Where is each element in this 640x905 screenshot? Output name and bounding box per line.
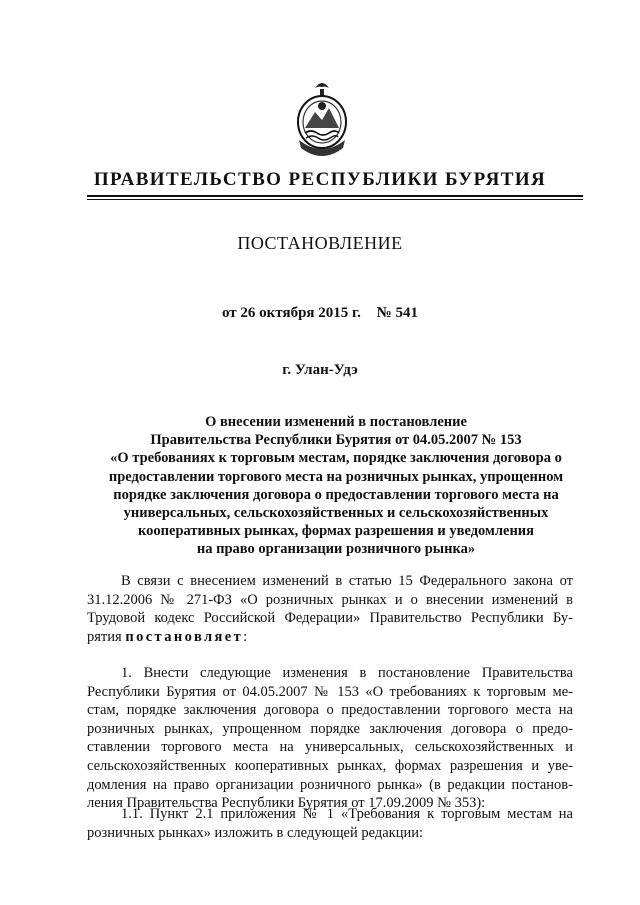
title-line: О внесении изменений в постановление: [205, 414, 467, 430]
document-date: от 26 октября 2015 г.: [221, 305, 361, 321]
preamble-last-suffix: :: [243, 628, 248, 645]
preamble-line: Трудовой кодекс Российской Федерации» Правительство Республики Бу-: [87, 610, 573, 627]
item-line: домления на право организации розничного рынка» (в редакции постанов-: [87, 776, 573, 793]
coat-of-arms-icon: [293, 78, 351, 164]
title-line: «О требованиях к торговым местам, порядке заключения договора о: [110, 450, 562, 467]
document-number: № 541: [376, 305, 418, 321]
preamble-line: 31.12.2006 № 271-ФЗ «О розничных рынках и о внесении изменений в: [87, 591, 573, 608]
title-line: кооперативных рынках, формах разрешения и уведомления: [137, 523, 535, 540]
document-title: [100, 413, 572, 559]
item-line: стам, порядке заключения договора о предоставлении торгового места на: [87, 702, 573, 719]
item-line: сельскохозяйственных кооперативных рынках, формах разрешения и уве-: [87, 757, 573, 774]
header-divider-thin: [87, 199, 583, 200]
title-line: универсальных, сельскохозяйственных и сельскохозяйственных: [123, 505, 549, 522]
item-line: 1. Внести следующие изменения в постановление Правительства: [121, 665, 573, 681]
item-line: Республики Бурятия от 04.05.2007 № 153 «О требованиях к торговым ме-: [87, 683, 573, 700]
preamble-paragraph: [87, 572, 573, 646]
preamble-line: [87, 628, 573, 647]
organization-name: ПРАВИТЕЛЬСТВО РЕСПУБЛИКИ БУРЯТИЯ: [93, 169, 547, 190]
item-line: ставлении торгового места на универсальных, сельскохозяйственных и: [87, 739, 573, 756]
title-line: Правительства Республики Бурятия от 04.05.2007 № 153: [150, 432, 522, 449]
resolution-keyword: постановляет: [125, 628, 244, 645]
item-line: ления Правительства Республики Бурятия от 17.09.2009 № 353):: [87, 795, 486, 812]
document-type: ПОСТАНОВЛЕНИЕ: [237, 233, 403, 253]
item-1-paragraph: [87, 664, 573, 813]
date-line: [0, 305, 640, 322]
item-line: 1.1. Пункт 2.1 приложения № 1 «Требования к торговым местам на: [121, 806, 573, 822]
header-divider-thick: [87, 195, 583, 197]
preamble-last-prefix: рятия: [87, 628, 126, 645]
preamble-line: В связи с внесением изменений в статью 15 Федерального закона от: [121, 573, 573, 589]
item-1-1-paragraph: [87, 805, 573, 842]
item-line: розничных рынках, упрощенном порядке заключения договора о предо-: [87, 720, 573, 737]
title-line: предоставлении торгового места на розничных рынках, упрощенном: [108, 468, 564, 485]
title-line: на право организации розничного рынка»: [196, 541, 476, 558]
item-line: розничных рынках» изложить в следующей редакции:: [87, 824, 424, 841]
city-name: г. Улан-Удэ: [282, 362, 358, 378]
title-line: порядке заключения договора о предоставлении торгового места на: [113, 486, 559, 503]
